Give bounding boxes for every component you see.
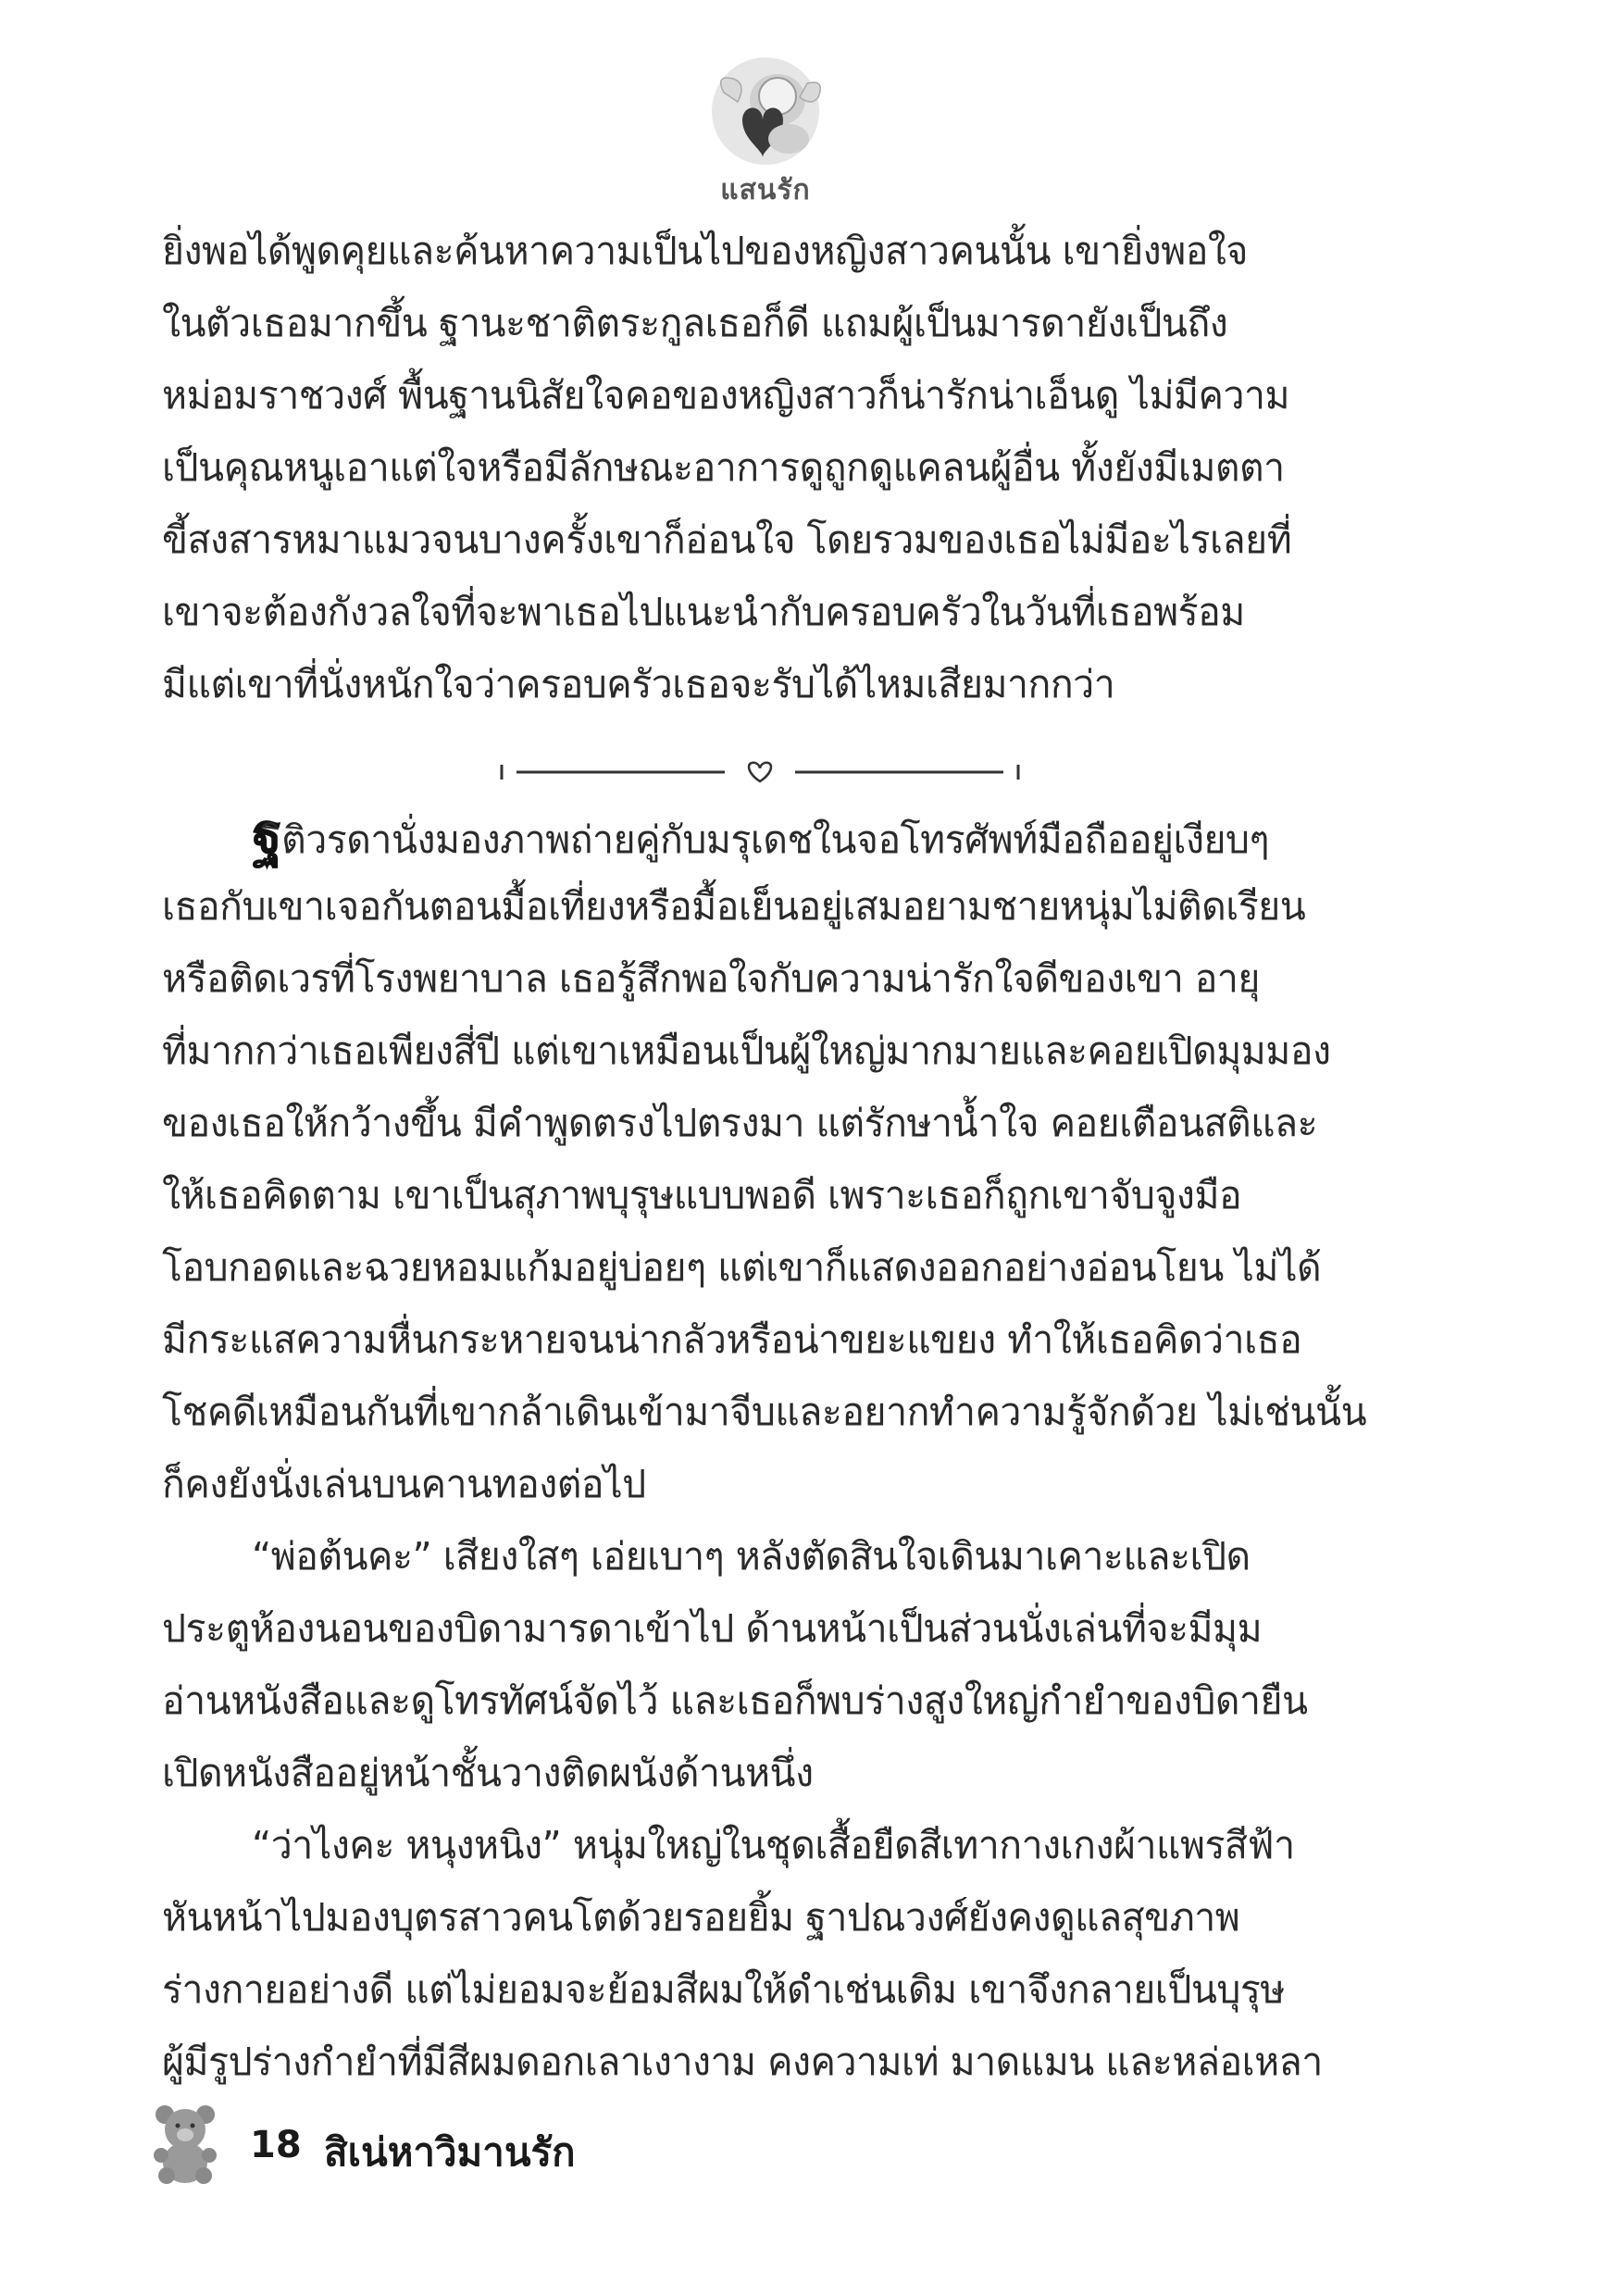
paragraph-1 — [162, 215, 1382, 720]
text-line: ร่างกายอย่างดี แต่ไม่ยอมจะย้อมสีผมให้ดำเช่นเดิม เขาจึงกลายเป็นบุรุษ — [162, 1967, 1285, 2012]
text-line: มีกระแสความหื่นกระหายจนน่ากลัวหรือน่าขยะแขยง ทำให้เธอคิดว่าเธอ — [162, 1317, 1302, 1362]
text-line: ประตูห้องนอนของบิดามารดาเข้าไป ด้านหน้าเป็นส่วนนั่งเล่นที่จะมีมุม — [162, 1606, 1263, 1651]
text-line: ก็คงยังนั่งเล่นบนคานทองต่อไป — [162, 1462, 646, 1506]
text-line: ให้เธอคิดตาม เขาเป็นสุภาพบุรุษแบบพอดี เพราะเธอก็ถูกเขาจับจูงมือ — [162, 1173, 1242, 1217]
text-line: หรือติดเวรที่โรงพยาบาล เธอรู้สึกพอใจกับความน่ารักใจดีของเขา อายุ — [162, 956, 1260, 1001]
teddy-bear-icon — [148, 2102, 222, 2185]
heart-icon — [749, 763, 771, 781]
text-line: “ว่าไงคะ หนุงหนิง” หนุ่มใหญ่ในชุดเสื้อยืดสีเทากางเกงผ้าแพรสีฟ้า — [252, 1823, 1295, 1867]
book-title: สิเน่หาวิมานรัก — [324, 2129, 576, 2175]
text-line: “พ่อต้นคะ” เสียงใสๆ เอ่ยเบาๆ หลังตัดสินใจเดินมาเคาะและเปิด — [252, 1534, 1251, 1578]
logo-wordmark: แสนรัก — [720, 174, 811, 206]
first-line-text: ิติวรดานั่งมองภาพถ่ายคู่กับมรุเดชในจอโทรศัพท์มือถืออยู่เงียบๆ — [281, 817, 1270, 862]
text-line: ที่มากกว่าเธอเพียงสี่ปี แต่เขาเหมือนเป็นผู้ใหญ่มากมายและคอยเปิดมุมมอง — [162, 1029, 1331, 1073]
text-line: เธอกับเขาเจอกันตอนมื้อเที่ยงหรือมื้อเย็นอยู่เสมอยามชายหนุ่มไม่ติดเรียน — [162, 884, 1306, 929]
text-line: มีแต่เขาที่นั่งหนักใจว่าครอบครัวเธอจะรับได้ไหมเสียมากกว่า — [162, 662, 1115, 706]
text-line: อ่านหนังสือและดูโทรทัศน์จัดไว้ และเธอก็พบร่างสูงใหญ่กำยำของบิดายืน — [162, 1678, 1308, 1723]
text-line: ขี้สงสารหมาแมวจนบางครั้งเขาก็อ่อนใจ โดยรวมของเธอไม่มีอะไรเลยที่ — [162, 518, 1292, 562]
text-line-first — [162, 798, 1382, 870]
text-line: เขาจะต้องกังวลใจที่จะพาเธอไปแนะนำกับครอบครัวในวันที่เธอพร้อม — [162, 590, 1245, 634]
paragraph-3 — [162, 1520, 1382, 1809]
section-divider — [498, 755, 1022, 789]
drop-cap: ฐ — [252, 802, 282, 867]
text-line: เป็นคุณหนูเอาแต่ใจหรือมีลักษณะอาการดูถูกดูแคลนผู้อื่น ทั้งยังมีเมตตา — [162, 445, 1285, 490]
page-number: 18 — [250, 2124, 302, 2166]
text-line: หม่อมราชวงศ์ พื้นฐานนิสัยใจคอของหญิงสาวก็น่ารักน่าเอ็นดู ไม่มีความ — [162, 373, 1290, 418]
text-line: หันหน้าไปมองบุตรสาวคนโตด้วยรอยยิ้ม ฐาปณวงศ์ยังคงดูแลสุขภาพ — [162, 1895, 1240, 1940]
text-line: ยิ่งพอได้พูดคุยและค้นหาความเป็นไปของหญิงสาวคนนั้น เขายิ่งพอใจ — [162, 229, 1248, 273]
text-line: โชคดีเหมือนกันที่เขากล้าเดินเข้ามาจีบและอยากทำความรู้จักด้วย ไม่เช่นนั้น — [162, 1390, 1367, 1434]
text-line: ผู้มีรูปร่างกำยำที่มีสีผมดอกเลาเงางาม คงความเท่ มาดแมน และหล่อเหลา — [162, 2040, 1323, 2084]
cupid-logo — [696, 56, 835, 204]
text-line: โอบกอดและฉวยหอมแก้มอยู่บ่อยๆ แต่เขาก็แสดงออกอย่างอ่อนโยน ไม่ได้ — [162, 1245, 1322, 1290]
paragraph-2 — [162, 798, 1382, 1520]
paragraph-4 — [162, 1809, 1382, 2098]
text-line: ของเธอให้กว้างขึ้น มีคำพูดตรงไปตรงมา แต่รักษาน้ำใจ คอยเตือนสติและ — [162, 1101, 1318, 1145]
text-line: ในตัวเธอมากขึ้น ฐานะชาติตระกูลเธอก็ดี แถมผู้เป็นมารดายังเป็นถึง — [162, 301, 1228, 345]
text-line: เปิดหนังสืออยู่หน้าชั้นวางติดผนังด้านหนึ่ง — [162, 1751, 814, 1795]
cupid-heart-icon — [696, 56, 835, 176]
page-footer — [148, 2102, 796, 2185]
